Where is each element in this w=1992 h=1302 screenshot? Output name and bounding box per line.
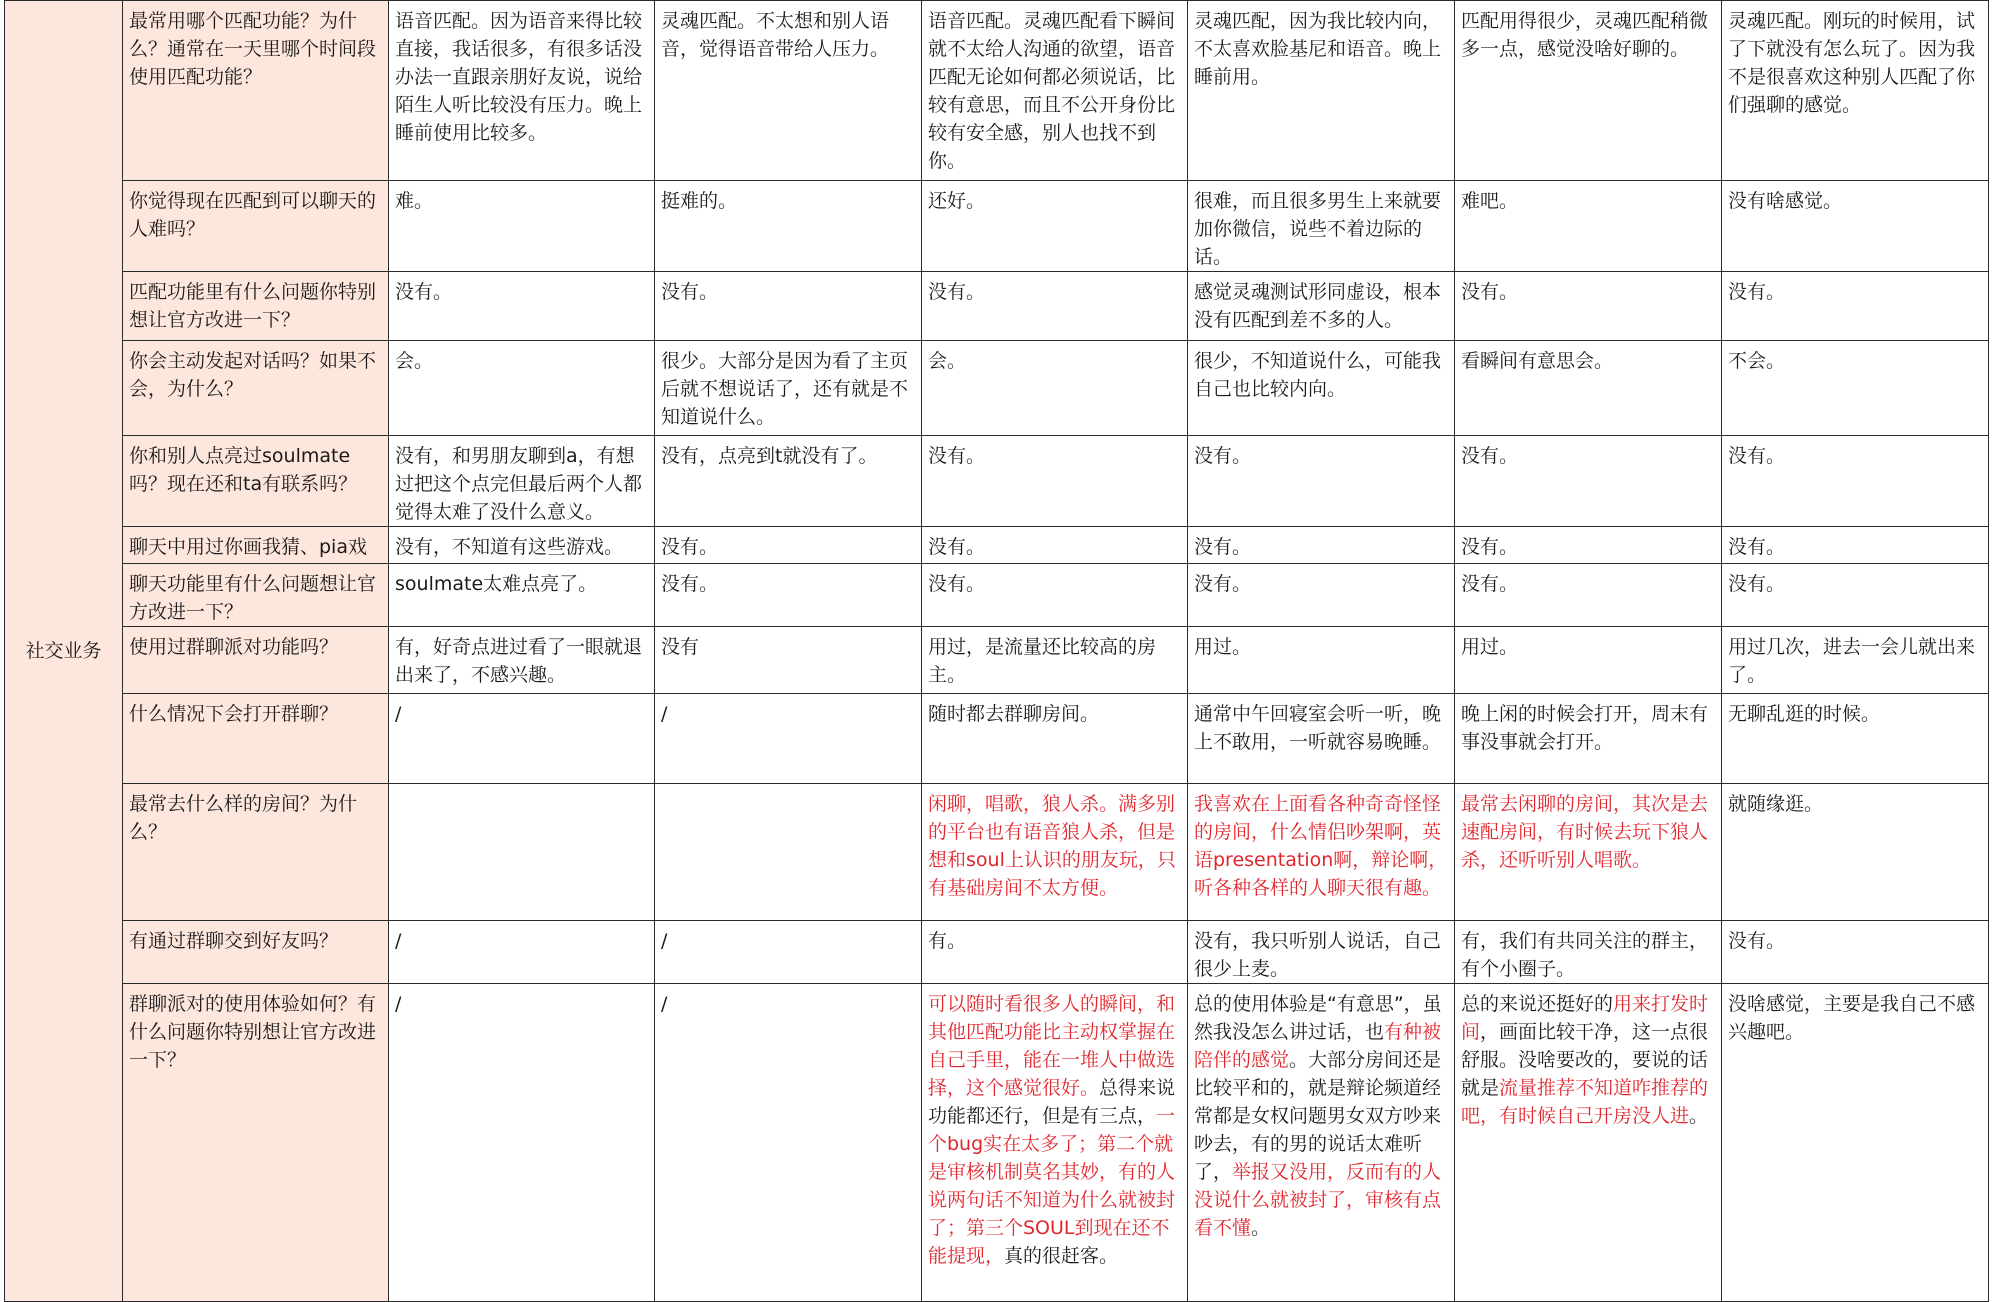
answer-cell	[389, 436, 655, 527]
question-cell: 你觉得现在匹配到可以聊天的人难吗？	[123, 181, 389, 272]
answer-cell	[1188, 784, 1455, 921]
table-row	[5, 272, 1989, 341]
answer-text: /	[661, 703, 668, 725]
answer-text: 难吧。	[1461, 190, 1519, 212]
answer-cell	[1188, 564, 1455, 627]
answer-cell	[922, 436, 1188, 527]
answer-text: 没有。	[928, 573, 986, 595]
answer-text: 语音匹配。因为语音来得比较直接，我话很多，有很多话没办法一直跟亲朋好友说，说给陌生人听比较没有压力。晚上睡前使用比较多。	[395, 10, 643, 144]
answer-cell	[389, 341, 655, 436]
answer-cell	[922, 1, 1188, 181]
answer-cell	[389, 694, 655, 784]
answer-cell	[922, 564, 1188, 627]
answer-text: /	[661, 993, 668, 1015]
answer-text: soulmate太难点亮了。	[395, 573, 598, 595]
answer-cell	[1188, 341, 1455, 436]
answer-cell	[389, 784, 655, 921]
table-body	[5, 1, 1989, 1302]
answer-text: 用过。	[1461, 636, 1519, 658]
answer-cell	[655, 984, 922, 1302]
answer-text: 总的来说还挺好的	[1461, 993, 1614, 1015]
question-cell: 有通过群聊交到好友吗？	[123, 921, 389, 984]
answer-text: 灵魂匹配。不太想和别人语音，觉得语音带给人压力。	[661, 10, 890, 60]
answer-cell	[655, 694, 922, 784]
question-cell: 群聊派对的使用体验如何？有什么问题你特别想让官方改进一下？	[123, 984, 389, 1302]
answer-cell	[1455, 527, 1722, 564]
answer-text: 没有。	[928, 281, 986, 303]
answer-text: /	[395, 930, 402, 952]
answer-text: 总得来说功能都还行，但是有三点，	[928, 1077, 1176, 1127]
answer-cell	[1188, 527, 1455, 564]
answer-text: 没有。	[928, 536, 986, 558]
answer-cell	[922, 694, 1188, 784]
table-row	[5, 1, 1989, 181]
answer-cell	[922, 181, 1188, 272]
answer-text: /	[395, 703, 402, 725]
answer-text: 没啥感觉，主要是我自己不感兴趣吧。	[1728, 993, 1976, 1043]
answer-cell	[389, 272, 655, 341]
answer-cell	[1188, 694, 1455, 784]
answer-text: 没有。	[661, 573, 719, 595]
answer-cell	[1722, 436, 1989, 527]
answer-cell	[922, 627, 1188, 694]
answer-text: 感觉灵魂测试形同虚设，根本没有匹配到差不多的人。	[1194, 281, 1442, 331]
table-row	[5, 784, 1989, 921]
answer-cell	[1455, 921, 1722, 984]
answer-text: 难。	[395, 190, 434, 212]
highlighted-answer-text: 举报又没用，反而有的人没说什么就被封了，审核有点看不懂	[1194, 1161, 1442, 1239]
answer-text: 用过，是流量还比较高的房主。	[928, 636, 1157, 686]
answer-text: 挺难的。	[661, 190, 738, 212]
answer-cell	[1722, 564, 1989, 627]
answer-text: 没有。	[1461, 536, 1519, 558]
highlighted-answer-text: 最常去闲聊的房间，其次是去速配房间，有时候去玩下狼人杀，还听听别人唱歌。	[1461, 793, 1709, 871]
answer-cell	[1455, 984, 1722, 1302]
answer-cell	[922, 984, 1188, 1302]
answer-cell	[655, 436, 922, 527]
answer-text: 没有。	[395, 281, 453, 303]
answer-text: 会。	[928, 350, 967, 372]
question-cell: 最常用哪个匹配功能？为什么？通常在一天里哪个时间段使用匹配功能？	[123, 1, 389, 181]
answer-text: 没有，点亮到t就没有了。	[661, 445, 878, 467]
answer-text: 没有。	[1194, 445, 1252, 467]
answer-cell	[1455, 784, 1722, 921]
question-cell: 聊天功能里有什么问题想让官方改进一下？	[123, 564, 389, 627]
answer-cell	[1722, 627, 1989, 694]
answer-text: 。	[1689, 1105, 1709, 1127]
answer-text: 通常中午回寝室会听一听，晚上不敢用，一听就容易晚睡。	[1194, 703, 1442, 753]
answer-text: 很难，而且很多男生上来就要加你微信，说些不着边际的话。	[1194, 190, 1442, 268]
answer-text: 没有。	[661, 281, 719, 303]
answer-text: /	[661, 930, 668, 952]
answer-text: 没有。	[1728, 573, 1786, 595]
category-cell: 社交业务	[5, 1, 123, 1302]
question-cell: 聊天中用过你画我猜、pia戏	[123, 527, 389, 564]
answer-cell	[1188, 627, 1455, 694]
answer-text: 总的使用体验是“有意思”，虽然我没怎么讲过话，也	[1194, 993, 1442, 1043]
answer-cell	[1188, 1, 1455, 181]
answer-cell	[389, 564, 655, 627]
answer-text: 没有。	[1461, 281, 1519, 303]
answer-cell	[655, 921, 922, 984]
answer-cell	[1722, 921, 1989, 984]
answer-cell	[1188, 181, 1455, 272]
answer-text: /	[395, 993, 402, 1015]
table-row	[5, 921, 1989, 984]
answer-text: 没有，不知道有这些游戏。	[395, 536, 624, 558]
answer-cell	[655, 564, 922, 627]
answer-cell	[922, 921, 1188, 984]
answer-text: 会。	[395, 350, 434, 372]
answer-text: 没有啥感觉。	[1728, 190, 1843, 212]
answer-cell	[922, 784, 1188, 921]
highlighted-answer-text: 闲聊，唱歌，狼人杀。满多别的平台也有语音狼人杀，但是想和soul上认识的朋友玩，只有基础房间不太方便。	[928, 793, 1176, 899]
answer-cell	[1455, 341, 1722, 436]
answer-cell	[389, 1, 655, 181]
answer-text: 晚上闲的时候会打开，周末有事没事就会打开。	[1461, 703, 1709, 753]
answer-cell	[1188, 436, 1455, 527]
highlighted-answer-text: 有种被陪伴的感觉	[1194, 1021, 1442, 1071]
answer-cell	[1188, 984, 1455, 1302]
answer-text: 。大部分房间还是比较平和的，就是辩论频道经常都是女权问题男女双方吵来吵去，有的男的说话太难听了，	[1194, 1049, 1442, 1183]
answer-text: 没有。	[1728, 445, 1786, 467]
answer-cell	[1188, 921, 1455, 984]
answer-cell	[922, 341, 1188, 436]
table-row	[5, 436, 1989, 527]
answer-cell	[1455, 694, 1722, 784]
answer-cell	[1722, 341, 1989, 436]
answer-text: 无聊乱逛的时候。	[1728, 703, 1881, 725]
table-row	[5, 564, 1989, 627]
answer-text: 很少，不知道说什么，可能我自己也比较内向。	[1194, 350, 1442, 400]
question-cell: 最常去什么样的房间？为什么？	[123, 784, 389, 921]
answer-cell	[655, 784, 922, 921]
answer-cell	[1188, 272, 1455, 341]
answer-cell	[1722, 272, 1989, 341]
answer-cell	[1455, 1, 1722, 181]
answer-cell	[1455, 436, 1722, 527]
answer-text: 没有。	[1728, 536, 1786, 558]
answer-cell	[389, 527, 655, 564]
answer-cell	[1722, 527, 1989, 564]
answer-cell	[1455, 272, 1722, 341]
answer-cell	[655, 527, 922, 564]
table-row	[5, 984, 1989, 1302]
answer-text: 没有。	[1461, 445, 1519, 467]
highlighted-answer-text: 一个bug实在太多了；第二个就是审核机制莫名其妙，有的人说两句话不知道为什么就被封了；第三个SOUL到现在还不能提现，	[928, 1105, 1176, 1267]
answer-text: 用过。	[1194, 636, 1252, 658]
answer-cell	[1455, 627, 1722, 694]
answer-cell	[1722, 1, 1989, 181]
answer-text: 有，我们有共同关注的群主，有个小圈子。	[1461, 930, 1709, 980]
answer-text: 不会。	[1728, 350, 1786, 372]
highlighted-answer-text: 可以随时看很多人的瞬间，和其他匹配功能比主动权掌握在自己手里，能在一堆人中做选择，这个感觉很好。	[928, 993, 1176, 1099]
interview-table	[4, 0, 1989, 1302]
table-row	[5, 694, 1989, 784]
answer-text: 真的很赶客。	[1004, 1245, 1119, 1267]
table-row	[5, 527, 1989, 564]
answer-text: 。	[1251, 1217, 1271, 1239]
answer-cell	[389, 627, 655, 694]
answer-cell	[389, 921, 655, 984]
answer-text: 用过几次，进去一会儿就出来了。	[1728, 636, 1976, 686]
question-cell: 使用过群聊派对功能吗？	[123, 627, 389, 694]
answer-text: 没有。	[1461, 573, 1519, 595]
answer-cell	[922, 272, 1188, 341]
question-cell: 什么情况下会打开群聊？	[123, 694, 389, 784]
answer-text: 就随缘逛。	[1728, 793, 1824, 815]
answer-cell	[655, 272, 922, 341]
answer-cell	[1722, 694, 1989, 784]
answer-text: 还好。	[928, 190, 986, 212]
question-cell: 你会主动发起对话吗？如果不会，为什么？	[123, 341, 389, 436]
answer-cell	[1722, 784, 1989, 921]
answer-cell	[389, 181, 655, 272]
answer-text: 有，好奇点进过看了一眼就退出来了，不感兴趣。	[395, 636, 643, 686]
answer-cell	[1455, 564, 1722, 627]
answer-cell	[1455, 181, 1722, 272]
answer-text: 没有。	[1728, 281, 1786, 303]
question-cell: 你和别人点亮过soulmate吗？现在还和ta有联系吗？	[123, 436, 389, 527]
table-row	[5, 181, 1989, 272]
answer-cell	[655, 627, 922, 694]
answer-cell	[389, 984, 655, 1302]
answer-text: 没有	[661, 636, 700, 658]
answer-text: 很少。大部分是因为看了主页后就不想说话了，还有就是不知道说什么。	[661, 350, 909, 428]
highlighted-answer-text: 我喜欢在上面看各种奇奇怪怪的房间，什么情侣吵架啊，英语presentation啊，辩论啊，听各种各样的人聊天很有趣。	[1194, 793, 1448, 899]
answer-text: 灵魂匹配，因为我比较内向，不太喜欢脸基尼和语音。晚上睡前用。	[1194, 10, 1442, 88]
answer-text: 没有，我只听别人说话，自己很少上麦。	[1194, 930, 1442, 980]
answer-text: 匹配用得很少，灵魂匹配稍微多一点，感觉没啥好聊的。	[1461, 10, 1709, 60]
answer-text: 看瞬间有意思会。	[1461, 350, 1614, 372]
answer-cell	[655, 341, 922, 436]
answer-text: 随时都去群聊房间。	[928, 703, 1100, 725]
answer-text: 没有，和男朋友聊到a，有想过把这个点完但最后两个人都觉得太难了没什么意义。	[395, 445, 643, 523]
answer-text: 没有。	[928, 445, 986, 467]
answer-text: 没有。	[1728, 930, 1786, 952]
answer-cell	[655, 1, 922, 181]
table-row	[5, 627, 1989, 694]
answer-text: 没有。	[661, 536, 719, 558]
table-row	[5, 341, 1989, 436]
answer-cell	[922, 527, 1188, 564]
answer-text: 没有。	[1194, 573, 1252, 595]
answer-cell	[1722, 984, 1989, 1302]
highlighted-answer-text: 流量推荐不知道咋推荐的吧，有时候自己开房没人进	[1461, 1077, 1709, 1127]
answer-text: 没有。	[1194, 536, 1252, 558]
question-cell: 匹配功能里有什么问题你特别想让官方改进一下？	[123, 272, 389, 341]
answer-text: 语音匹配。灵魂匹配看下瞬间就不太给人沟通的欲望，语音匹配无论如何都必须说话，比较有意思，而且不公开身份比较有安全感，别人也找不到你。	[928, 10, 1176, 172]
answer-text: 有。	[928, 930, 967, 952]
answer-text: ，画面比较干净，这一点很舒服。没啥要改的，要说的话就是	[1461, 1021, 1709, 1099]
answer-cell	[655, 181, 922, 272]
highlighted-answer-text: 用来打发时间	[1461, 993, 1709, 1043]
answer-text: 灵魂匹配。刚玩的时候用，试了下就没有怎么玩了。因为我不是很喜欢这种别人匹配了你们强聊的感觉。	[1728, 10, 1976, 116]
answer-cell	[1722, 181, 1989, 272]
